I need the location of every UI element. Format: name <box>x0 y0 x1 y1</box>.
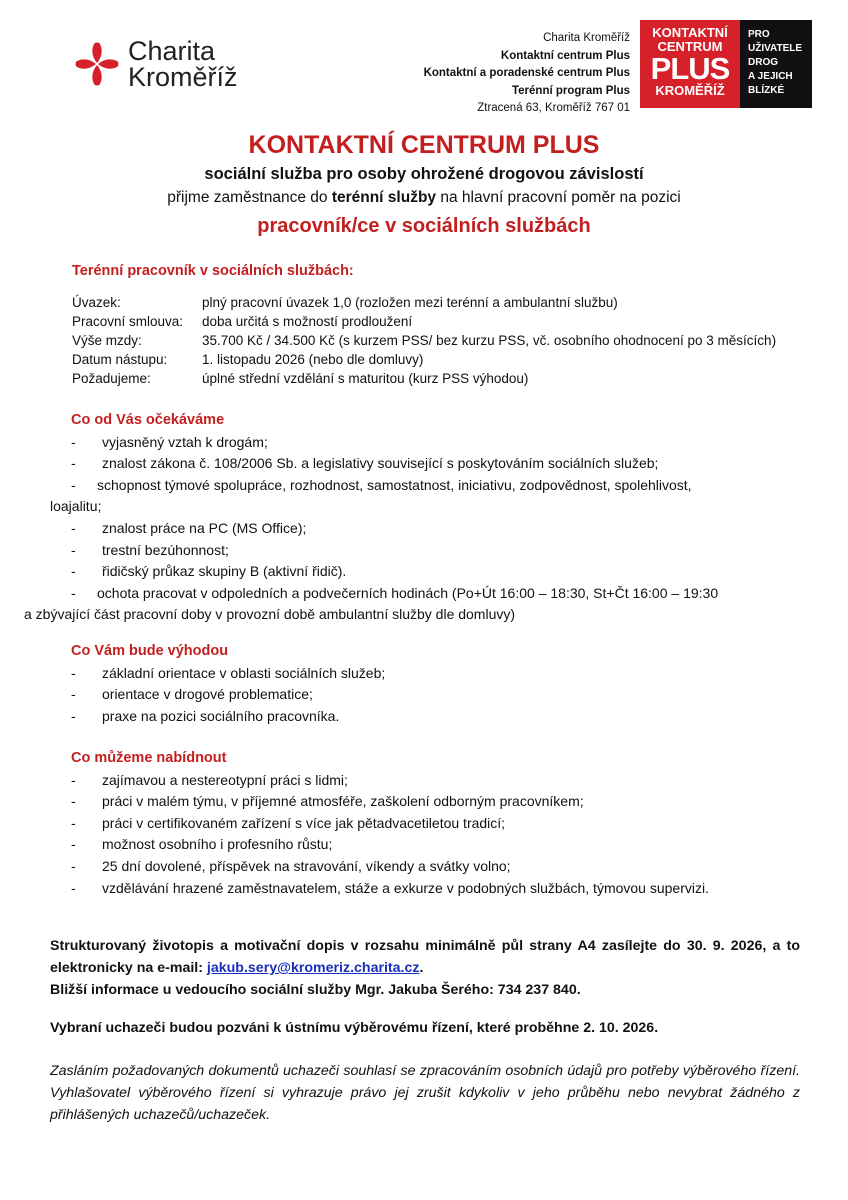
badge-line-3: PLUS <box>650 51 730 86</box>
list-item: - práci v malém týmu, v příjemné atmosféře, zaškolení odborným pracovníkem; <box>71 793 584 810</box>
email-link[interactable]: jakub.sery@kromeriz.charita.cz <box>206 960 420 976</box>
offer-section <box>50 748 810 899</box>
advantage-heading: Co Vám bude výhodou <box>71 643 229 659</box>
terenni-heading: Terénní pracovník v sociálních službách: <box>72 263 354 279</box>
list-item: - vzdělávání hrazené zaměstnavatelem, stáže a exkurze v podobných službách, týmovou supervizi. <box>71 879 709 896</box>
detail-row: Úvazek: plný pracovní úvazek 1,0 (rozložen mezi terénní a ambulantní službu) <box>72 295 618 310</box>
position-title: pracovník/ce v sociálních službách <box>257 215 591 237</box>
badge-line-1: KONTAKTNÍ <box>652 25 728 40</box>
detail-row: Výše mzdy: 35.700 Kč / 34.500 Kč (s kurzem PSS/ bez kurzu PSS, vč. osobního ohodnocení po 3 měsících) <box>72 333 777 348</box>
badge-side-line: UŽIVATELE <box>748 43 803 54</box>
list-item: - základní orientace v oblasti sociálních služeb; <box>71 664 386 681</box>
list-item: - vyjasněný vztah k drogám; <box>71 433 268 450</box>
list-item: - znalost práce na PC (MS Office); <box>71 519 307 536</box>
badge-line-4: KROMĚŘÍŽ <box>655 83 725 98</box>
org-info-line: Charita Kroměříž <box>543 32 630 44</box>
detail-row: Datum nástupu: 1. listopadu 2026 (nebo dle domluvy) <box>72 352 424 367</box>
org-info-line: Kontaktní centrum Plus <box>500 49 630 62</box>
list-item: - ochota pracovat v odpoledních a podvečerních hodinách (Po+Út 16:00 – 18:30, St+Čt 16:00 – 19:30 a zbývající část pracovní doby v provozní době ambulantní služby dle domluvy) <box>24 584 719 623</box>
logo-line-1: Charita <box>128 36 216 66</box>
list-item: - řidičský průkaz skupiny B (aktivní řidič). <box>71 563 347 580</box>
list-item: - znalost zákona č. 108/2006 Sb. a legislativy související s poskytováním sociálních služeb; <box>71 455 659 472</box>
list-item: - orientace v drogové problematice; <box>71 686 313 703</box>
badge-line-2: CENTRUM <box>657 39 723 54</box>
badge-side-line: BLÍZKÉ <box>748 85 785 96</box>
advantage-section <box>50 641 810 727</box>
badge-side-line: A JEJICH <box>748 71 793 82</box>
org-info <box>424 30 630 118</box>
gdpr-note: Zasláním požadovaných dokumentů uchazeči souhlasí se zpracováním osobních údajů pro potřeby výběrového řízení. Vyhlašovatel výběrového řízení si vyhrazuje právo jej zrušit kdykoliv v jeho průběhu nebo nevybrat žádného z přihlášených uchazečů/uchazeček. <box>50 1063 800 1123</box>
main-title: KONTAKTNÍ CENTRUM PLUS <box>248 131 600 159</box>
title-block <box>0 128 848 242</box>
subtitle: sociální služba pro osoby ohrožené drogovou závislostí <box>204 165 644 183</box>
list-item: - schopnost týmové spolupráce, rozhodnost, samostatnost, iniciativu, zodpovědnost, spolehlivost, loajalitu; <box>50 476 692 515</box>
application-instructions: Strukturovaný životopis a motivační dopis v rozsahu minimálně půl strany A4 zasílejte do 30. 9. 2026, a to elektronicky na e-mail: jakub.sery@kromeriz.charita.cz. <box>50 938 800 976</box>
charita-logo <box>74 38 238 90</box>
interview-info: Vybraní uchazeči budou pozváni k ústnímu výběrovému řízení, které proběhne 2. 10. 2026. <box>50 1020 659 1036</box>
kc-plus-badge <box>640 20 812 108</box>
detail-row: Pracovní smlouva: doba určitá s možností prodloužení <box>72 314 413 329</box>
list-item: - možnost osobního i profesního růstu; <box>71 836 333 853</box>
list-item: - zajímavou a nestereotypní práci s lidmi; <box>71 771 348 788</box>
offer-heading: Co můžeme nabídnout <box>71 750 227 766</box>
contact-info: Bližší informace u vedoucího sociální služby Mgr. Jakuba Šerého: 734 237 840. <box>50 982 581 998</box>
list-item: - práci v certifikovaném zařízení s více jak pětadvacetiletou tradicí; <box>71 814 506 831</box>
badge-side-line: PRO <box>748 29 770 40</box>
org-info-line: Terénní program Plus <box>511 84 630 97</box>
list-item: - praxe na pozici sociálního pracovníka. <box>71 707 340 724</box>
org-info-line: Kontaktní a poradenské centrum Plus <box>423 67 630 79</box>
job-details-table <box>72 293 776 388</box>
badge-side-line: DROG <box>748 57 778 68</box>
list-item: - trestní bezúhonnost; <box>71 541 229 558</box>
org-info-line: Ztracená 63, Kroměříž 767 01 <box>477 102 630 114</box>
charita-cross-icon <box>74 41 120 87</box>
hiring-line: přijme zaměstnance do terénní služby na hlavní pracovní poměr na pozici <box>167 189 681 206</box>
detail-row: Požadujeme: úplné střední vzdělání s maturitou (kurz PSS výhodou) <box>72 371 529 386</box>
list-item: - 25 dní dovolené, příspěvek na stravování, víkendy a svátky volno; <box>71 857 511 874</box>
expect-heading: Co od Vás očekáváme <box>71 412 225 428</box>
logo-line-2: Kroměříž <box>128 62 238 92</box>
expect-section <box>24 410 810 626</box>
